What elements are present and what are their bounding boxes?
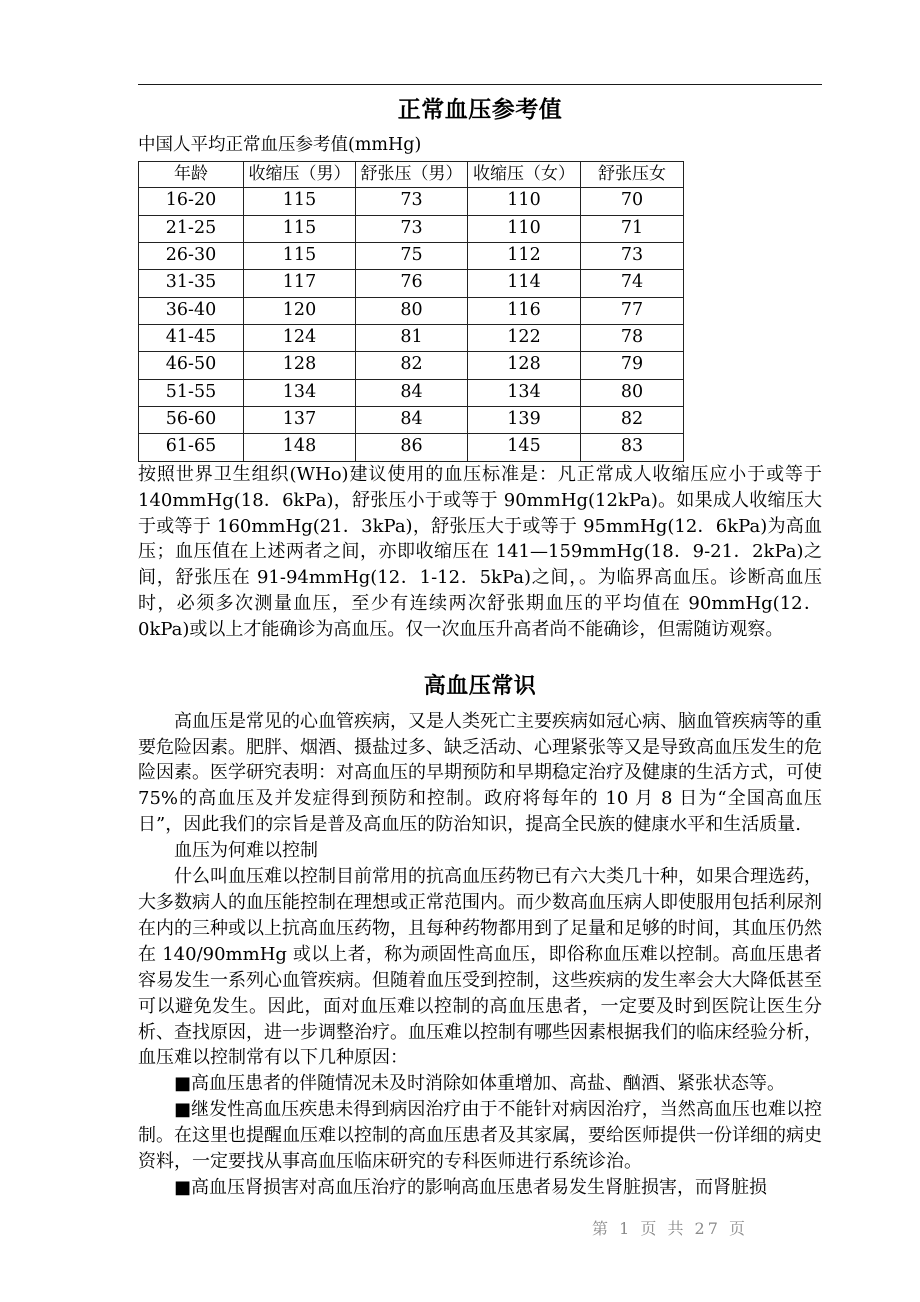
table-cell: 148 [244, 434, 356, 461]
table-row [139, 407, 684, 434]
page-title: 正常血压参考值 [397, 97, 563, 123]
table-cell: 79 [581, 352, 684, 379]
table-cell-age: 56-60 [139, 407, 244, 434]
table-cell: 122 [468, 324, 581, 351]
table-row [139, 434, 684, 461]
table-cell: 145 [468, 434, 581, 461]
table-cell: 115 [244, 215, 356, 242]
table-cell: 82 [581, 407, 684, 434]
section-title-hypertension-basics: 高血压常识 [423, 674, 537, 700]
table-cell: 73 [356, 215, 468, 242]
table-cell: 73 [581, 242, 684, 269]
table-cell: 128 [244, 352, 356, 379]
table-cell: 120 [244, 297, 356, 324]
table-cell-age: 41-45 [139, 324, 244, 351]
table-cell-age: 16-20 [139, 188, 244, 215]
table-cell: 82 [356, 352, 468, 379]
table-cell-age: 21-25 [139, 215, 244, 242]
table-cell: 134 [468, 379, 581, 406]
table-cell: 110 [468, 215, 581, 242]
table-cell-age: 61-65 [139, 434, 244, 461]
table-cell: 115 [244, 188, 356, 215]
table-row [139, 379, 684, 406]
table-cell: 116 [468, 297, 581, 324]
table-header-cell: 收缩压（男） [244, 161, 356, 188]
table-cell: 86 [356, 434, 468, 461]
table-cell: 84 [356, 379, 468, 406]
table-cell: 84 [356, 407, 468, 434]
table-cell: 117 [244, 270, 356, 297]
table-cell: 114 [468, 270, 581, 297]
table-cell: 77 [581, 297, 684, 324]
table-row [139, 215, 684, 242]
table-cell-age: 31-35 [139, 270, 244, 297]
table-cell: 137 [244, 407, 356, 434]
bullet-item-1: ■高血压患者的伴随情况未及时消除如体重增加、高盐、酗酒、紧张状态等。 [174, 1073, 786, 1095]
page-footer [0, 1216, 920, 1239]
table-cell-age: 51-55 [139, 379, 244, 406]
table-cell: 78 [581, 324, 684, 351]
paragraph-hypertension-intro: 高血压是常见的心血管疾病，又是人类死亡主要疾病如冠心病、脑血管疾病等的重要危险因素。肥胖、烟酒、摄盐过多、缺乏活动、心理紧张等又是导致高血压发生的危险因素。医学研究表明：对高血压的早期预防和早期稳定治疗及健康的生活方式，可使 75%的高血压及并发症得到预防和控制。政府将每年的 10 月 8 日为“全国高血压日”，因此我们的宗旨是普及高血压的防治知识，提高全民族的健康水平和生活质量. [138, 710, 822, 836]
table-cell: 74 [581, 270, 684, 297]
table-cell: 80 [356, 297, 468, 324]
table-cell: 71 [581, 215, 684, 242]
page-number: 第 1 页 共 27 页 [592, 1219, 748, 1238]
subheading-why-hard-to-control: 血压为何难以控制 [174, 840, 318, 862]
document-content [138, 96, 822, 1201]
table-cell: 139 [468, 407, 581, 434]
paragraph-resistant-hypertension: 什么叫血压难以控制目前常用的抗高血压药物已有六大类几十种，如果合理选药，大多数病人的血压能控制在理想或正常范围内。而少数高血压病人即使服用包括利尿剂在内的三种或以上抗高血压药物，且每种药物都用到了足量和足够的时间，其血压仍然在 140/90mmHg 或以上者，称为顽固性高血压，即俗称血压难以控制。高血压患者容易发生一系列心血管疾病。但随着血压受到控制，这些疾病的发生率会大大降低甚至可以避免发生。因此，面对血压难以控制的高血压患者，一定要及时到医院让医生分析、查找原因，进一步调整治疗。血压难以控制有哪些因素根据我们的临床经验分析，血压难以控制常有以下几种原因： [138, 866, 822, 1069]
table-cell: 110 [468, 188, 581, 215]
table-cell: 134 [244, 379, 356, 406]
table-row [139, 188, 684, 215]
table-cell: 128 [468, 352, 581, 379]
table-cell: 75 [356, 242, 468, 269]
table-header-cell: 收缩压（女） [468, 161, 581, 188]
table-cell: 115 [244, 242, 356, 269]
bullet-item-2: ■继发性高血压疾患未得到病因治疗由于不能针对病因治疗，当然高血压也难以控制。在这里也提醒血压难以控制的高血压患者及其家属，要给医师提供一份详细的病史资料，一定要找从事高血压临床研究的专科医师进行系统诊治。 [138, 1099, 822, 1173]
bullet-item-3: ■高血压肾损害对高血压治疗的影响高血压患者易发生肾脏损害，而肾脏损 [174, 1176, 768, 1198]
table-cell: 80 [581, 379, 684, 406]
table-cell: 81 [356, 324, 468, 351]
paragraph-who-standard: 按照世界卫生组织(WHo)建议使用的血压标准是：凡正常成人收缩压应小于或等于 140mmHg(18．6kPa)，舒张压小于或等于 90mmHg(12kPa)。如果成人收缩压大于或等于 160mmHg(21．3kPa)，舒张压大于或等于 95mmHg(12．6kPa)为高血压；血压值在上述两者之间，亦即收缩压在 141—159mmHg(18．9-21．2kPa)之间，舒张压在 91-94mmHg(12．1-12．5kPa)之间，。为临界高血压。诊断高血压时，必须多次测量血压，至少有连续两次舒张期血压的平均值在 90mmHg(12．0kPa)或以上才能确诊为高血压。仅一次血压升高者尚不能确诊，但需随访观察。 [138, 463, 822, 641]
table-cell: 73 [356, 188, 468, 215]
table-caption: 中国人平均正常血压参考值(mmHg) [138, 134, 422, 155]
table-cell: 124 [244, 324, 356, 351]
table-header-row [139, 161, 684, 188]
table-cell-age: 46-50 [139, 352, 244, 379]
table-cell-age: 26-30 [139, 242, 244, 269]
table-row [139, 352, 684, 379]
table-cell: 112 [468, 242, 581, 269]
table-header-cell: 舒张压（男） [356, 161, 468, 188]
table-header-cell: 舒张压女 [581, 161, 684, 188]
blood-pressure-table [138, 161, 684, 462]
table-header-cell: 年龄 [139, 161, 244, 188]
table-cell: 70 [581, 188, 684, 215]
table-row [139, 270, 684, 297]
table-row [139, 242, 684, 269]
table-cell-age: 36-40 [139, 297, 244, 324]
table-cell: 83 [581, 434, 684, 461]
table-cell: 76 [356, 270, 468, 297]
header-divider [138, 84, 822, 85]
table-row [139, 297, 684, 324]
table-row [139, 324, 684, 351]
